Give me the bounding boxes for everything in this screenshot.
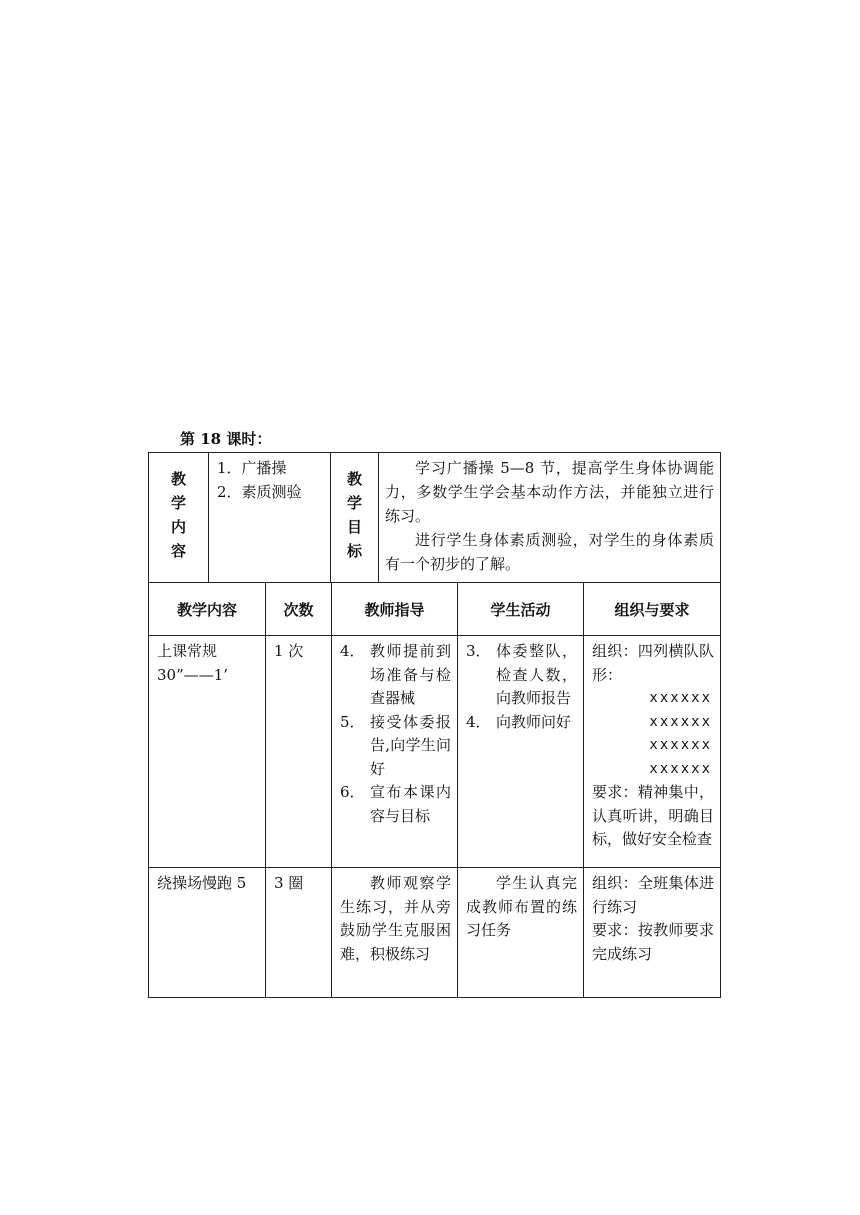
formation-row: xxxxxx: [649, 690, 712, 706]
goal-label: 教 学 目 标: [331, 453, 379, 583]
student-activity: [458, 636, 584, 868]
teacher-guidance: 教师观察学生练习，并从旁鼓励学生克服困难，积极练习: [332, 868, 458, 998]
org-requirement: 要求：精神集中，认真听讲，明确目标，做好安全检查: [592, 783, 714, 848]
organization: [584, 868, 721, 998]
content-item: 1．广播操: [217, 459, 287, 477]
content-label: 教 学 内 容: [149, 453, 209, 583]
org-requirement: 要求：按教师要求完成练习: [592, 921, 714, 963]
header-student: 学生活动: [458, 583, 584, 636]
list-item: 5． 接受体委报告,向学生问好: [340, 712, 451, 778]
goal-paragraph: 学习广播操 5—8 节，提高学生身体协调能力，多数学生学会基本动作方法，并能独立进行练习。: [385, 459, 714, 525]
table-row: [149, 868, 721, 998]
lesson-overview-table: [148, 452, 721, 583]
list-item: 6． 宣布本课内容与目标: [340, 783, 451, 825]
org-intro: 组织：全班集体进行练习: [592, 874, 714, 916]
list-item: 4． 向教师问好: [466, 712, 572, 731]
row-content: 绕操场慢跑 5: [149, 868, 266, 998]
header-content: 教学内容: [149, 583, 266, 636]
row-times: 3 圈: [266, 868, 332, 998]
student-activity: 学生认真完成教师布置的练习任务: [458, 868, 584, 998]
formation-row: xxxxxx: [649, 760, 712, 777]
content-list: [209, 453, 331, 583]
teacher-guidance: [332, 636, 458, 868]
row-content: 上课常规 30”——1’: [149, 636, 266, 868]
formation-row: xxxxxx: [649, 737, 712, 753]
content-item: 2．素质测验: [217, 483, 302, 501]
table-row: [149, 636, 721, 868]
lesson-plan-table: [148, 582, 721, 998]
header-teacher: 教师指导: [332, 583, 458, 636]
header-organization: 组织与要求: [584, 583, 721, 636]
lesson-heading: 第 18 课时：: [180, 430, 272, 448]
list-item: 4． 教师提前到场准备与检查器械: [340, 642, 451, 707]
formation-row: xxxxxx: [649, 713, 712, 730]
row-times: 1 次: [266, 636, 332, 868]
goal-text: [379, 453, 721, 583]
organization: [584, 636, 721, 868]
header-times: 次数: [266, 583, 332, 636]
list-item: 3． 体委整队，检查人数，向教师报告: [466, 642, 577, 707]
goal-paragraph: 进行学生身体素质测验，对学生的身体素质有一个初步的了解。: [385, 531, 714, 573]
org-intro: 组织：四列横队队形：: [592, 642, 714, 684]
